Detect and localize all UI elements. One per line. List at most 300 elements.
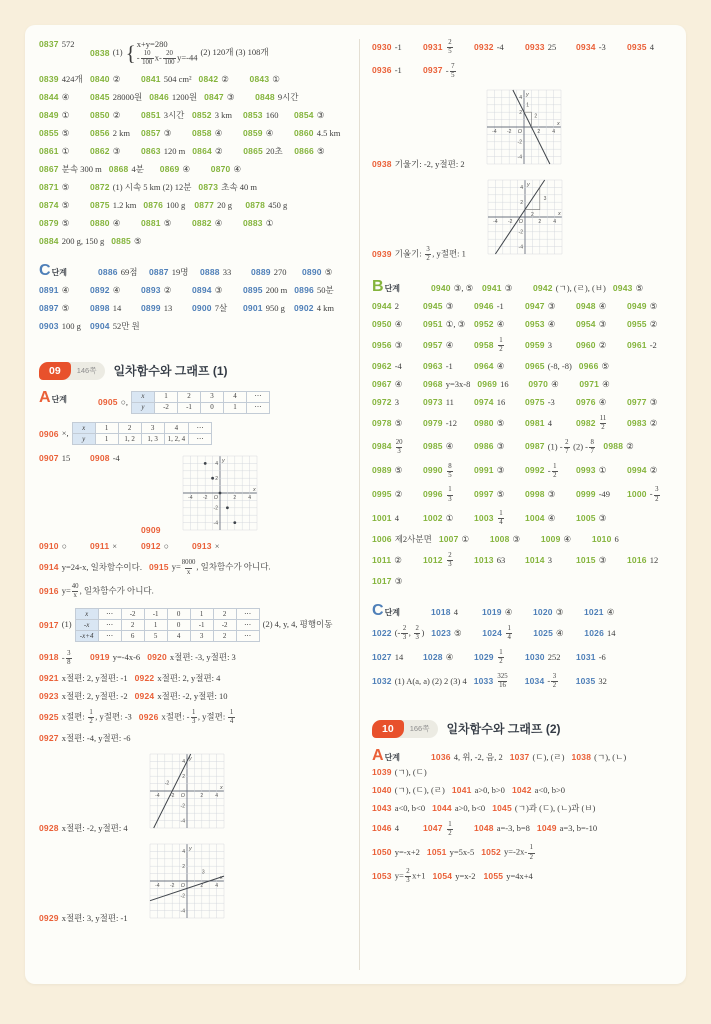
svg-text:3: 3	[201, 869, 205, 876]
answer-value: 52만 원	[112, 320, 140, 331]
problem-number: 0981	[525, 417, 545, 428]
answer-item	[474, 42, 518, 53]
answer-value: y= $\frac{40}{x}$ , 일차함수가 아니다.	[61, 583, 154, 600]
table-header-cell: x	[72, 423, 95, 434]
answer-value: ③	[598, 512, 607, 523]
fraction: $\frac{20}{100}$	[164, 50, 175, 67]
problem-number: 1018	[431, 606, 451, 617]
answer-value: ④	[445, 441, 454, 452]
answer-item	[452, 785, 505, 796]
answer-value: ③	[226, 91, 235, 102]
answer-item	[525, 319, 569, 330]
answer-item	[39, 218, 83, 229]
answer-item	[528, 379, 572, 390]
answer-row	[372, 603, 672, 619]
svg-text:x: x	[219, 785, 223, 792]
answer-value: ④	[563, 534, 572, 545]
problem-number: 0992	[525, 465, 545, 476]
answer-value: ③	[504, 282, 513, 293]
answer-row	[39, 751, 351, 834]
answer-item	[39, 709, 132, 726]
answer-item	[90, 92, 142, 103]
problem-number: 0912	[141, 541, 161, 552]
answer-value: -4	[394, 361, 402, 372]
problem-number: 0900	[192, 302, 212, 313]
coordinate-graph	[180, 453, 260, 533]
answer-item	[90, 39, 269, 67]
answer-value: 69점	[120, 266, 138, 277]
answer-value: ○	[163, 541, 169, 552]
answer-value: ④	[112, 217, 121, 228]
table-cell: 2	[213, 609, 236, 620]
problem-number: 1034	[524, 675, 545, 686]
svg-text:2: 2	[181, 774, 185, 781]
answer-value: 11	[445, 396, 454, 407]
answer-item	[423, 361, 467, 372]
answer-item	[372, 361, 416, 372]
table-cell: -2	[213, 620, 236, 631]
problem-number: 0957	[423, 339, 443, 350]
svg-text:4: 4	[551, 128, 555, 135]
problem-number: 0980	[474, 417, 494, 428]
problem-number: 1041	[451, 784, 472, 795]
problem-number: 0935	[627, 41, 647, 52]
svg-text:-2: -2	[507, 218, 513, 225]
table-cell: 4	[167, 631, 190, 642]
problem-number: 0969	[477, 379, 498, 390]
problem-number: 0975	[525, 396, 545, 407]
table-cell: 1	[95, 423, 118, 434]
answer-value: ①	[272, 73, 280, 84]
svg-text:-2: -2	[164, 780, 169, 787]
problem-number: 1036	[431, 751, 451, 762]
svg-text:4: 4	[214, 883, 218, 889]
problem-number: 0991	[474, 465, 494, 476]
answer-item	[294, 128, 340, 139]
answer-item	[39, 200, 83, 211]
answer-item	[141, 146, 185, 157]
table-cell: ⋯	[246, 391, 269, 402]
answer-item	[474, 441, 518, 452]
answer-value: 20초	[265, 145, 283, 156]
answer-item	[525, 301, 569, 312]
svg-text:2: 2	[520, 199, 523, 206]
answer-value: 16	[500, 379, 509, 390]
answer-item	[372, 397, 416, 408]
problem-number: 0891	[39, 285, 59, 295]
svg-text:-2: -2	[180, 893, 185, 900]
answer-item	[576, 513, 620, 524]
problem-number: 0913	[192, 541, 212, 552]
answer-item	[90, 541, 134, 552]
problem-number: 1042	[511, 784, 532, 795]
answer-item	[294, 146, 338, 157]
problem-number: 0914	[39, 561, 59, 572]
problem-number: 1033	[473, 675, 494, 686]
answer-item	[372, 576, 416, 587]
answer-value: a>0, b<0	[454, 802, 486, 813]
answer-value: (1) 시속 5 km (2) 12분	[112, 181, 192, 192]
problem-number: 0883	[243, 217, 263, 228]
answer-item	[90, 110, 134, 121]
problem-number: 0862	[90, 145, 110, 156]
answer-value: ×	[214, 541, 220, 552]
table-cell: ⋯	[236, 631, 259, 642]
answer-value: ①	[461, 534, 470, 545]
answer-value: ②	[394, 489, 403, 499]
answer-item	[613, 283, 657, 294]
svg-text:1: 1	[525, 101, 529, 108]
svg-text:-2: -2	[180, 803, 185, 810]
fraction: $\frac{1}{2}$	[499, 337, 503, 354]
problem-number: 0945	[423, 301, 443, 312]
problem-number: 1024	[482, 627, 503, 638]
answer-item	[251, 267, 295, 278]
answer-item	[372, 439, 416, 456]
problem-number: 0987	[525, 441, 545, 452]
answer-value: ③	[496, 441, 505, 452]
problem-number: 0926	[138, 711, 159, 722]
answer-item	[192, 303, 236, 314]
svg-text:-4: -4	[493, 218, 498, 225]
problem-number: 0982	[576, 417, 596, 428]
answer-item	[579, 361, 623, 372]
answer-item	[211, 164, 255, 175]
problem-number: 0909	[141, 524, 161, 535]
answer-value: - $\frac{7}{5}$	[445, 62, 455, 79]
answer-value: - $\frac{3}{2}$	[649, 486, 659, 503]
table-cell: ⋯	[98, 620, 121, 631]
problem-number: 0841	[141, 73, 161, 84]
answer-item	[192, 541, 236, 552]
answer-value: - $\frac{3}{8}$	[61, 649, 71, 666]
svg-text:4: 4	[214, 461, 218, 468]
problem-number: 0968	[423, 379, 443, 390]
problem-number: 0842	[198, 73, 219, 84]
problem-number: 1047	[423, 823, 443, 834]
problem-number: 1007	[438, 534, 459, 545]
answer-item	[39, 841, 227, 924]
svg-text:x: x	[252, 486, 256, 493]
answer-row	[39, 541, 351, 552]
answer-item	[584, 607, 628, 618]
answer-value	[395, 439, 404, 456]
answer-item	[90, 321, 140, 332]
answer-item	[627, 418, 671, 429]
answer-value: 4	[394, 512, 399, 523]
stage-suffix: 단계	[384, 283, 401, 293]
answer-value: y=-2x- $\frac{1}{2}$	[503, 844, 534, 861]
problem-number: 0895	[243, 285, 263, 295]
answer-value: ④	[265, 127, 274, 138]
problem-number: 0872	[90, 181, 110, 192]
answer-row	[39, 146, 351, 157]
table-cell: ⋯	[98, 631, 121, 642]
answer-item	[39, 110, 83, 121]
answer-value: ③	[214, 285, 223, 295]
stage-suffix: 단계	[51, 267, 68, 277]
section-number-badge: 09	[39, 362, 71, 380]
problem-number: 1049	[536, 823, 557, 834]
answer-item	[243, 110, 287, 121]
answer-row	[39, 128, 351, 139]
table-cell: ⋯	[236, 620, 259, 631]
answer-item	[39, 541, 83, 552]
answer-value: (ㄱ), (ㄹ), (ㅂ)	[555, 282, 606, 293]
fraction: $\frac{40}{x}$	[71, 583, 79, 600]
problem-number: 0998	[525, 489, 545, 499]
table-cell: 6	[121, 631, 144, 642]
problem-number: 0978	[372, 417, 392, 428]
answer-value: 4, 위, -2, 음, 2	[453, 751, 503, 762]
answer-value: 33	[222, 266, 232, 277]
answer-item	[482, 607, 526, 618]
answer-row	[39, 691, 351, 702]
answer-row	[372, 361, 672, 372]
answer-value: 7살	[214, 302, 228, 313]
answer-row	[372, 177, 672, 264]
table-cell: 1	[154, 391, 177, 402]
svg-text:y: y	[525, 91, 529, 98]
svg-text:O: O	[518, 218, 523, 225]
answer-value: 504 cm²	[163, 73, 192, 84]
answer-item	[423, 463, 467, 480]
answer-item	[39, 650, 83, 667]
answer-item	[584, 628, 628, 639]
table-cell: 2	[177, 391, 200, 402]
answer-row	[372, 844, 672, 861]
problem-number: 0863	[141, 145, 161, 156]
answer-item	[245, 200, 289, 211]
answer-item	[90, 218, 134, 229]
problem-number: 0868	[108, 163, 129, 174]
answer-row	[39, 285, 351, 296]
answer-item	[372, 625, 424, 642]
answer-value: ⑤	[394, 465, 403, 476]
svg-text:O: O	[517, 128, 522, 135]
answer-value: ②	[163, 285, 172, 295]
answer-item	[39, 583, 154, 600]
answer-item	[90, 74, 134, 85]
answer-value: (ㄱ), (ㄴ)	[594, 751, 627, 762]
problem-number: 1023	[431, 627, 452, 638]
answer-value: -49	[598, 489, 611, 499]
problem-number: 0867	[39, 163, 59, 174]
answer-value: ④	[496, 319, 505, 330]
answer-value: ①	[265, 217, 274, 228]
answer-value: x절편: -4, y절편: -6	[61, 733, 131, 744]
problem-number: 0894	[192, 285, 212, 295]
problem-number: 0933	[525, 41, 545, 52]
problem-number: 1025	[533, 627, 554, 638]
answer-value: 4	[547, 417, 552, 428]
answer-value: ④	[61, 285, 70, 295]
answer-value: 분속 300 m	[61, 163, 102, 174]
problem-number: 0973	[423, 396, 443, 407]
problem-number: 1048	[474, 823, 494, 834]
problem-number: 0993	[576, 465, 596, 476]
system-line: x+y=280	[136, 39, 168, 49]
problem-number: 0915	[149, 561, 169, 572]
block-gap	[372, 697, 672, 706]
problem-number: 0888	[200, 266, 220, 277]
answer-item	[525, 418, 569, 429]
table-header-cell: y	[72, 434, 95, 445]
problem-number: 0882	[192, 217, 212, 228]
fraction: $\frac{1}{2}$	[499, 649, 503, 666]
answer-value: ⑤	[496, 489, 505, 499]
problem-number: 0970	[528, 379, 549, 390]
answer-value: 4분	[131, 163, 144, 174]
answer-item	[194, 200, 238, 211]
answer-row	[39, 263, 351, 279]
answer-row	[372, 552, 672, 569]
answer-item	[39, 92, 83, 103]
problem-number: 1019	[482, 606, 502, 617]
fraction: $\frac{2}{3}$	[448, 551, 452, 569]
table-cell: -1	[190, 620, 213, 631]
answer-item	[39, 146, 83, 157]
answer-row	[372, 63, 672, 80]
answer-value: 950 g	[265, 302, 285, 313]
answer-item	[141, 541, 185, 552]
problem-number: 1053	[372, 870, 392, 881]
answer-value: ⑤	[61, 127, 70, 138]
problem-number: 0929	[39, 913, 59, 923]
answer-value: ④	[214, 127, 223, 138]
answer-value: ③	[547, 301, 556, 312]
answer-item	[111, 236, 155, 247]
answer-row	[39, 390, 351, 415]
answer-pre: ×,	[61, 428, 69, 439]
stage-letter: A	[39, 388, 51, 406]
answer-row	[39, 164, 351, 175]
table-cell: -1	[177, 402, 200, 413]
stage-label	[372, 279, 424, 295]
problem-number: 0853	[243, 109, 263, 120]
answer-value: 3	[394, 396, 399, 407]
stage-suffix: 단계	[384, 752, 401, 762]
stage-letter: C	[372, 601, 384, 619]
answer-row	[39, 421, 351, 446]
answer-value: ④	[606, 606, 615, 617]
answer-item	[39, 182, 83, 193]
answer-item	[576, 652, 620, 663]
problem-number: 0861	[39, 145, 59, 156]
answer-item	[474, 465, 518, 476]
section-page-ref: 166쪽	[397, 720, 439, 738]
problem-number: 0850	[90, 109, 110, 120]
svg-text:y: y	[188, 846, 192, 852]
coordinate-graph	[484, 87, 564, 167]
problem-number: 1009	[540, 534, 561, 545]
answer-value	[497, 510, 505, 527]
answer-item	[525, 439, 596, 456]
answer-value: 50분	[316, 285, 334, 295]
problem-number: 0849	[39, 109, 59, 120]
answer-value: 15	[61, 452, 71, 463]
problem-number: 0892	[90, 285, 110, 295]
problem-number: 0899	[141, 302, 161, 313]
problem-number: 1052	[481, 847, 501, 858]
answer-item	[39, 691, 128, 702]
problem-number: 1030	[525, 651, 545, 662]
answer-value: ④	[556, 627, 564, 638]
answer-row	[39, 321, 351, 332]
answer-value: a>0, b>0	[474, 784, 505, 795]
answer-value: 252	[547, 651, 561, 662]
answer-item	[474, 319, 518, 330]
problem-number: 0958	[474, 339, 494, 350]
answer-item	[372, 65, 416, 76]
answer-row	[372, 87, 672, 170]
svg-text:y: y	[188, 756, 192, 763]
answer-item	[474, 301, 518, 312]
answer-value: (- $\frac{2}{3}$ , $\frac{2}{3}$ )	[394, 625, 425, 642]
answer-value: x절편: 2, y절편: -2	[61, 691, 128, 702]
answer-item	[243, 285, 287, 296]
answer-item	[525, 42, 569, 53]
answer-item	[192, 146, 236, 157]
problem-number: 1013	[474, 554, 494, 565]
answer-item	[474, 823, 530, 834]
answer-item	[474, 337, 518, 354]
answer-value: ②	[221, 73, 229, 84]
answer-item	[423, 63, 467, 80]
problem-number: 1012	[423, 554, 443, 565]
answer-item	[199, 74, 243, 85]
answer-row	[39, 200, 351, 211]
answer-item	[372, 42, 416, 53]
answer-row	[39, 110, 351, 121]
fraction: $\frac{3}{8}$	[67, 649, 71, 666]
problem-number: 0951	[423, 319, 443, 330]
table-cell: 1, 2, 4	[164, 434, 189, 445]
problem-number: 0937	[423, 65, 443, 76]
answer-value: ⑤	[324, 266, 333, 277]
problem-number: 0847	[204, 91, 224, 102]
answer-value: ③	[496, 465, 505, 476]
table-cell: ⋯	[189, 434, 212, 445]
answer-item	[149, 92, 197, 103]
problem-number: 0857	[141, 127, 161, 138]
problem-number: 0846	[149, 91, 169, 102]
fraction: $\frac{8}{7}$	[590, 438, 594, 455]
answer-value: 4 km	[316, 302, 334, 313]
problem-number: 0845	[90, 91, 110, 102]
problem-number: 0877	[194, 199, 215, 210]
answer-item	[250, 74, 294, 85]
svg-text:4: 4	[181, 759, 185, 766]
problem-number: 0952	[474, 319, 494, 330]
svg-text:-4: -4	[180, 818, 185, 825]
answer-value: -1	[394, 41, 402, 52]
problem-number: 0905	[98, 397, 118, 408]
problem-number: 0960	[576, 339, 596, 350]
table-cell: 0	[200, 402, 223, 413]
section-number-badge: 10	[372, 720, 404, 738]
answer-item	[39, 285, 83, 296]
problem-number: 0884	[39, 235, 59, 246]
problem-number: 0911	[90, 541, 110, 552]
answer-value: (ㄷ), (ㄹ)	[532, 751, 565, 762]
answer-value: ⑤	[61, 217, 70, 228]
answer-pre: ○,	[120, 396, 128, 407]
answer-value: ④	[394, 319, 403, 330]
answer-item	[160, 164, 204, 175]
problem-number: 0897	[39, 302, 59, 313]
answer-item	[255, 92, 299, 103]
